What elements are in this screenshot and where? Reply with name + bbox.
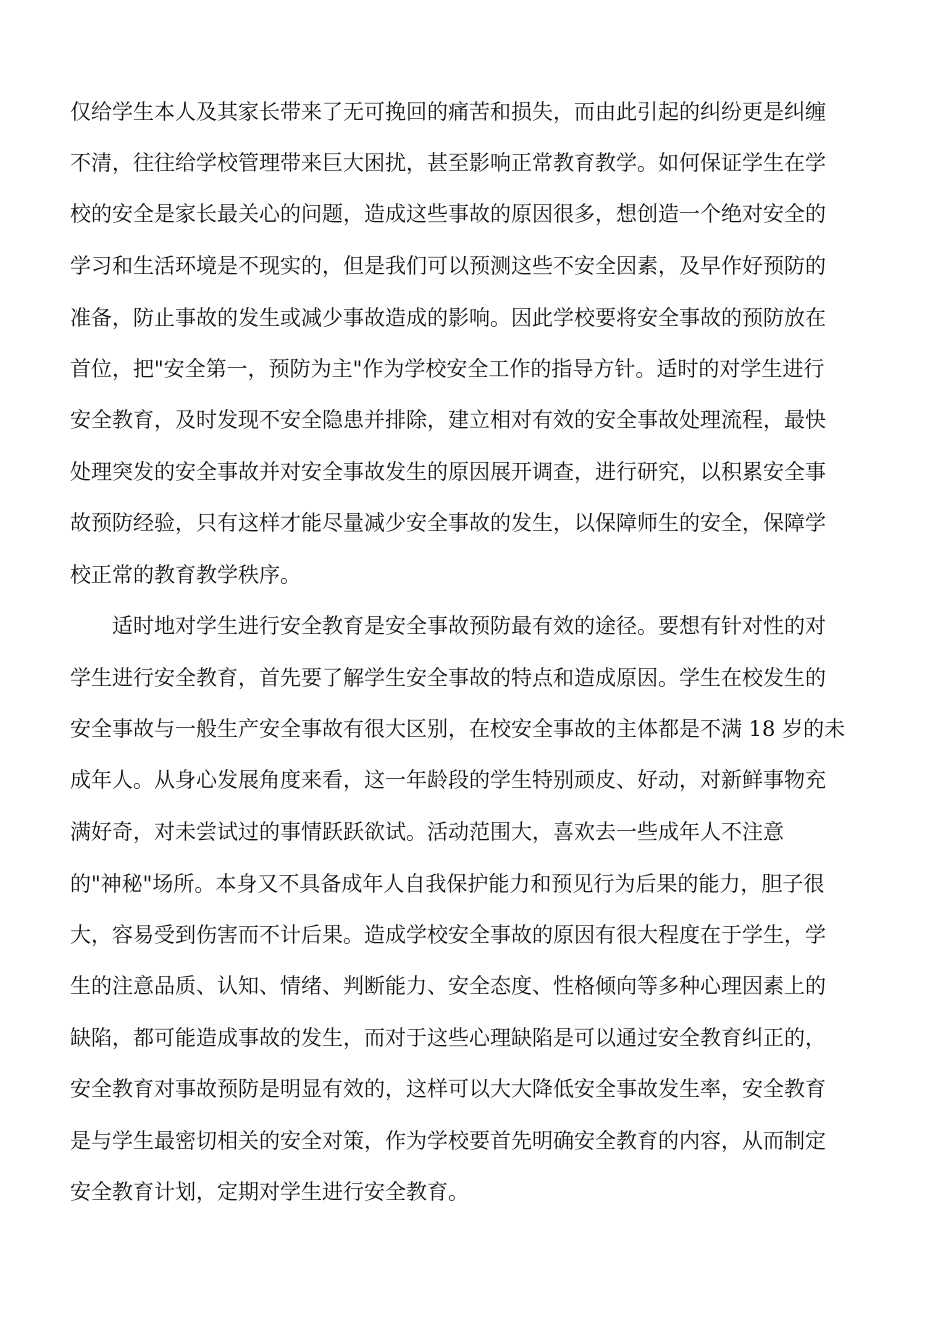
paragraph-1-line-5: 准备，防止事故的发生或减少事故造成的影响。因此学校要将安全事故的预防放在 <box>70 306 826 330</box>
paragraph-2-line-7: 大，容易受到伤害而不计后果。造成学校安全事故的原因有很大程度在于学生，学 <box>70 923 826 947</box>
paragraph-1-line-3: 校的安全是家长最关心的问题，造成这些事故的原因很多，想创造一个绝对安全的 <box>70 202 826 226</box>
paragraph-1-line-7: 安全教育，及时发现不安全隐患并排除，建立相对有效的安全事故处理流程，最快 <box>70 408 826 432</box>
paragraph-2-line-6: 的"神秘"场所。本身又不具备成年人自我保护能力和预见行为后果的能力，胆子很 <box>70 872 825 896</box>
paragraph-2-line-9: 缺陷，都可能造成事故的发生，而对于这些心理缺陷是可以通过安全教育纠正的， <box>70 1026 826 1050</box>
paragraph-1-line-1: 仅给学生本人及其家长带来了无可挽回的痛苦和损失，而由此引起的纠纷更是纠缠 <box>70 100 826 124</box>
paragraph-2-line-5: 满好奇，对未尝试过的事情跃跃欲试。活动范围大，喜欢去一些成年人不注意 <box>70 820 784 844</box>
paragraph-1-line-4: 学习和生活环境是不现实的，但是我们可以预测这些不安全因素，及早作好预防的 <box>70 254 826 278</box>
paragraph-1-line-8: 处理突发的安全事故并对安全事故发生的原因展开调查，进行研究，以积累安全事 <box>70 460 826 484</box>
paragraph-2-line-1: 适时地对学生进行安全教育是安全事故预防最有效的途径。要想有针对性的对 <box>112 614 826 638</box>
paragraph-2-line-8: 生的注意品质、认知、情绪、判断能力、安全态度、性格倾向等多种心理因素上的 <box>70 974 826 998</box>
paragraph-2-line-2: 学生进行安全教育，首先要了解学生安全事故的特点和造成原因。学生在校发生的 <box>70 666 826 690</box>
paragraph-2-line-12: 安全教育计划，定期对学生进行安全教育。 <box>70 1180 469 1204</box>
paragraph-1-line-2: 不清，往往给学校管理带来巨大困扰，甚至影响正常教育教学。如何保证学生在学 <box>70 151 826 175</box>
paragraph-1-line-9: 故预防经验，只有这样才能尽量减少安全事故的发生，以保障师生的安全，保障学 <box>70 511 826 535</box>
paragraph-2-line-3: 安全事故与一般生产安全事故有很大区别，在校安全事故的主体都是不满 18 岁的未 <box>70 717 846 741</box>
paragraph-2-line-10: 安全教育对事故预防是明显有效的，这样可以大大降低安全事故发生率，安全教育 <box>70 1077 826 1101</box>
paragraph-2-line-4: 成年人。从身心发展角度来看，这一年龄段的学生特别顽皮、好动，对新鲜事物充 <box>70 768 826 792</box>
paragraph-1-line-6: 首位，把"安全第一，预防为主"作为学校安全工作的指导方针。适时的对学生进行 <box>70 357 825 381</box>
paragraph-2-line-11: 是与学生最密切相关的安全对策，作为学校要首先明确安全教育的内容，从而制定 <box>70 1129 826 1153</box>
paragraph-1-line-10: 校正常的教育教学秩序。 <box>70 563 301 587</box>
